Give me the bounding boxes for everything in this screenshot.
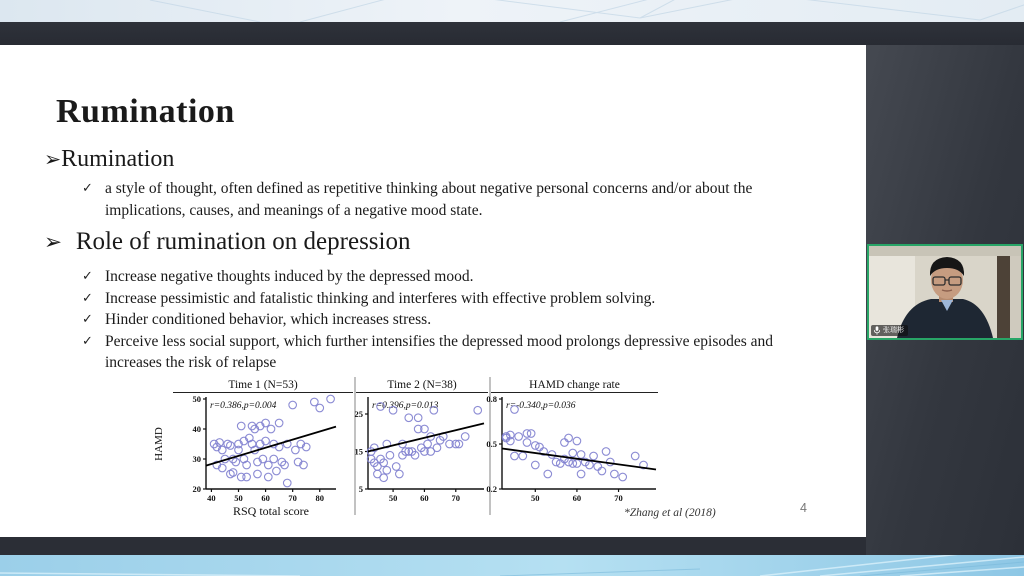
scatter-point	[316, 404, 324, 412]
x-tick-label: 60	[420, 493, 429, 503]
y-tick-label: 0.8	[486, 394, 497, 404]
scatter-point	[519, 452, 527, 460]
arrow-bullet-icon: ➢	[44, 149, 62, 171]
scatter-point	[433, 444, 441, 452]
scatter-point	[243, 473, 251, 481]
scatter-point	[229, 469, 237, 477]
list-item	[82, 309, 802, 331]
scatter-point	[270, 455, 278, 463]
scatter-point	[573, 437, 581, 445]
scatter-point	[405, 414, 413, 422]
scatter-point	[396, 470, 404, 478]
citation-text: *Zhang et al (2018)	[624, 507, 716, 519]
scatter-point	[602, 448, 610, 456]
y-tick-label: 25	[354, 409, 363, 419]
list-item-text: a style of thought, often defined as repetitive thinking about negative personal concerns and/or about the implications, causes, and meanings of a negative mood state.	[105, 180, 753, 219]
list-item	[82, 178, 812, 221]
shared-screen-letterbox-bottom	[0, 537, 866, 555]
check-icon: ✓	[82, 290, 93, 306]
scatter-point	[565, 434, 573, 442]
correlation-annotation: r=-0.340,p=0.036	[506, 401, 576, 411]
section-heading-rumination: ➢Rumination	[44, 146, 175, 172]
list-item-text: Increase negative thoughts induced by the depressed mood.	[105, 268, 474, 285]
scatter-point	[577, 470, 585, 478]
y-tick-label: 5	[358, 484, 363, 494]
scatter-point	[383, 466, 391, 474]
scatter-point	[531, 461, 539, 469]
x-tick-label: 80	[315, 493, 324, 503]
scatter-point	[254, 470, 262, 478]
panel-title: Time 1 (N=53)	[228, 379, 298, 391]
check-icon: ✓	[82, 333, 93, 349]
x-tick-label: 50	[388, 493, 398, 503]
x-tick-label: 50	[234, 493, 243, 503]
y-tick-label: 30	[192, 454, 201, 464]
scatter-point	[386, 451, 394, 459]
wallpaper-streak-lines	[0, 555, 1024, 576]
scatter-point	[273, 467, 281, 475]
scatter-point	[267, 425, 275, 433]
y-tick-label: 40	[192, 424, 201, 434]
scatter-point	[264, 473, 272, 481]
y-tick-label: 15	[354, 446, 363, 457]
scatter-point	[619, 473, 627, 481]
x-axis-label: RSQ total score	[233, 504, 309, 518]
scatter-point	[461, 433, 469, 441]
scatter-point	[392, 463, 400, 471]
check-icon: ✓	[82, 269, 93, 284]
correlation-annotation: r=0.396,p=0.013	[372, 401, 439, 411]
list-item-text: Hinder conditioned behavior, which increases stress.	[105, 311, 432, 328]
scatter-point	[544, 470, 552, 478]
scatter-point	[523, 439, 531, 447]
scatter-point	[283, 479, 291, 487]
scatter-point	[577, 451, 585, 459]
correlation-annotation: r=0.386,p=0.004	[210, 401, 277, 411]
desktop-wallpaper-top	[0, 0, 1024, 22]
check-icon: ✓	[82, 312, 93, 327]
slide-page-number: 4	[800, 501, 807, 515]
participant-name: 张瑞彬	[883, 327, 904, 334]
webcam-tile-active-speaker[interactable]	[867, 244, 1023, 340]
x-tick-label: 50	[531, 493, 540, 503]
scatter-point	[594, 463, 602, 471]
y-tick-label: 0.2	[486, 484, 497, 494]
role-list	[82, 266, 802, 374]
y-axis-label: HAMD	[153, 427, 165, 461]
shared-slide	[0, 45, 866, 537]
scatter-point	[561, 439, 569, 447]
section-heading-role: ➢ Role of rumination on depression	[44, 228, 411, 255]
scatter-point	[380, 474, 388, 482]
x-tick-label: 70	[451, 493, 461, 503]
mic-icon	[873, 326, 881, 335]
arrow-bullet-icon: ➢	[44, 230, 62, 254]
participant-name-tag	[871, 325, 908, 336]
meeting-top-toolbar[interactable]	[0, 22, 1024, 45]
desktop-wallpaper-bottom	[0, 555, 1024, 576]
scatter-point	[414, 414, 422, 422]
definition-list	[82, 178, 812, 221]
panel-title: HAMD change rate	[529, 379, 620, 391]
list-item-text: Perceive less social support, which further intensifies the depressed mood prolongs depressive episodes and increases the risk of relapse	[105, 332, 774, 371]
scatter-point	[424, 440, 432, 448]
scatter-point	[631, 452, 639, 460]
x-tick-label: 70	[614, 493, 623, 503]
scatter-point	[511, 452, 519, 460]
scatter-point	[289, 401, 297, 409]
scatter-point	[569, 449, 577, 457]
list-item	[82, 288, 802, 310]
list-item	[82, 331, 802, 374]
scatter-point	[611, 470, 619, 478]
check-icon: ✓	[82, 181, 93, 196]
y-tick-label: 0.5	[486, 439, 497, 449]
list-item-text: Increase pessimistic and fatalistic thinking and interferes with effective problem solving.	[105, 289, 656, 307]
scatter-figure	[150, 375, 662, 526]
panel-title: Time 2 (N=38)	[387, 379, 457, 391]
scatter-point	[327, 395, 335, 403]
list-item	[82, 266, 802, 288]
x-tick-label: 60	[261, 493, 270, 503]
wallpaper-polygon-lines	[0, 0, 1024, 22]
scatter-point	[227, 442, 235, 450]
x-tick-label: 60	[572, 493, 582, 503]
y-tick-label: 50	[192, 394, 201, 404]
slide-title: Rumination	[56, 93, 235, 130]
x-tick-label: 40	[207, 493, 216, 503]
x-tick-label: 70	[288, 493, 297, 503]
scatter-point	[237, 422, 245, 430]
scatter-point	[598, 467, 606, 475]
scatter-point	[515, 433, 523, 441]
scatter-point	[590, 452, 598, 460]
scatter-point	[275, 419, 283, 427]
y-tick-label: 20	[192, 484, 201, 494]
scatter-point	[474, 406, 482, 414]
